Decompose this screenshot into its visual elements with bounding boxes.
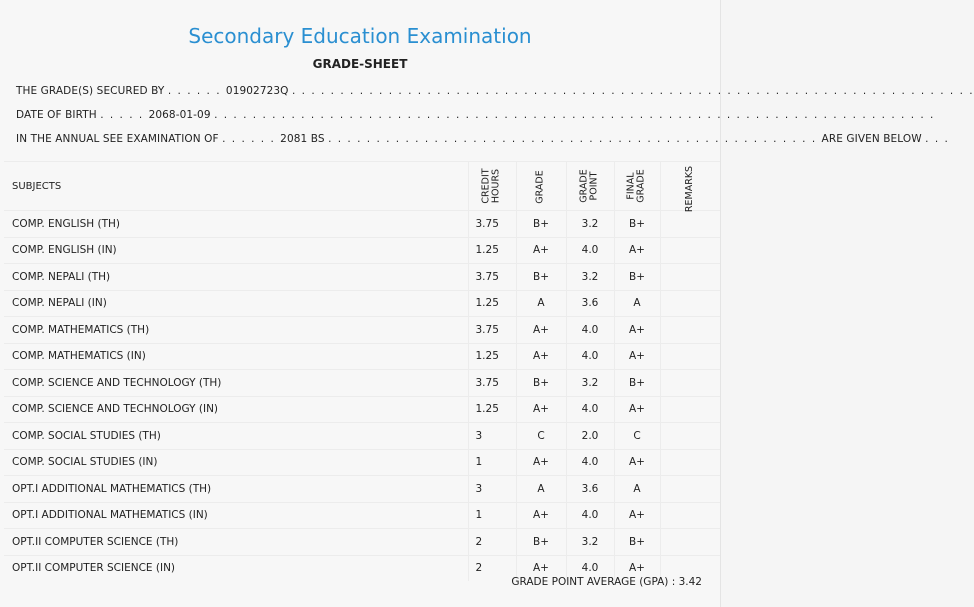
subject-cell: COMP. ENGLISH (TH) [4,211,468,238]
remarks-cell [660,423,720,450]
remarks-cell [660,502,720,529]
header-credit-hours: CREDIT HOURS [468,162,516,211]
final-grade-cell: A+ [614,343,660,370]
final-grade-cell: A+ [614,502,660,529]
table-row [4,476,720,503]
grade-cell: A [516,476,566,503]
final-grade-cell: B+ [614,529,660,556]
grade-point-cell: 3.2 [566,370,614,397]
grade-point-cell: 4.0 [566,317,614,344]
grade-cell: A+ [516,317,566,344]
credit-cell: 1.25 [468,290,516,317]
final-grade-cell: B+ [614,370,660,397]
credit-cell: 2 [468,555,516,581]
exam-label: IN THE ANNUAL SEE EXAMINATION OF [16,133,219,145]
remarks-cell [660,290,720,317]
exam-suffix: ARE GIVEN BELOW [821,133,922,145]
table-row [4,370,720,397]
credit-cell: 3 [468,476,516,503]
grade-cell: A+ [516,449,566,476]
subject-cell: COMP. NEPALI (TH) [4,264,468,291]
dob-line: DATE OF BIRTH . . . . . 2068-01-09 . . . . . . . . . . . . . . . . . . . . . . . . . . . . . . . . . . . . . . . . . . . . . . . . . . . . . . . . . . . . . . . . . . . . . . . . . . . [16,109,935,121]
grade-point-cell: 4.0 [566,502,614,529]
exam-year: 2081 BS [280,133,325,145]
remarks-cell [660,529,720,556]
table-row [4,529,720,556]
header-grade-point: GRADE POINT [566,162,614,211]
grade-cell: B+ [516,370,566,397]
subject-cell: OPT.II COMPUTER SCIENCE (TH) [4,529,468,556]
grade-sheet-heading: GRADE-SHEET [312,57,408,71]
credit-cell: 3.75 [468,264,516,291]
subject-cell: COMP. MATHEMATICS (TH) [4,317,468,344]
date-of-birth: 2068-01-09 [148,109,211,121]
subject-cell: COMP. SOCIAL STUDIES (TH) [4,423,468,450]
grade-point-cell: 4.0 [566,343,614,370]
table-row [4,317,720,344]
gpa-label: GRADE POINT AVERAGE (GPA) : [511,576,676,588]
table-row [4,264,720,291]
grade-point-cell: 4.0 [566,237,614,264]
header-remarks: REMARKS [660,162,720,211]
table-row [4,290,720,317]
subject-cell: OPT.II COMPUTER SCIENCE (IN) [4,555,468,581]
final-grade-cell: A+ [614,449,660,476]
table-row [4,502,720,529]
grade-point-cell: 2.0 [566,423,614,450]
final-grade-cell: B+ [614,264,660,291]
grade-point-cell: 3.2 [566,529,614,556]
grades-table [4,161,720,581]
symbol-number: 01902723Q [225,85,289,97]
gpa-summary [511,576,702,588]
grade-point-cell: 4.0 [566,555,614,581]
grade-cell: C [516,423,566,450]
subject-cell: OPT.I ADDITIONAL MATHEMATICS (TH) [4,476,468,503]
subject-cell: COMP. ENGLISH (IN) [4,237,468,264]
final-grade-cell: A [614,476,660,503]
remarks-cell [660,370,720,397]
grade-point-cell: 3.6 [566,476,614,503]
credit-cell: 1.25 [468,396,516,423]
grade-cell: A+ [516,555,566,581]
header-grade: GRADE [516,162,566,211]
grade-cell: B+ [516,264,566,291]
table-row [4,343,720,370]
remarks-cell [660,264,720,291]
subject-cell: OPT.I ADDITIONAL MATHEMATICS (IN) [4,502,468,529]
credit-cell: 1.25 [468,343,516,370]
subject-cell: COMP. SCIENCE AND TECHNOLOGY (TH) [4,370,468,397]
grade-cell: A+ [516,343,566,370]
remarks-cell [660,343,720,370]
grade-point-cell: 4.0 [566,396,614,423]
table-row [4,211,720,238]
grade-point-cell: 3.2 [566,211,614,238]
grade-cell: A+ [516,396,566,423]
exam-line: IN THE ANNUAL SEE EXAMINATION OF . . . . . . 2081 BS . . . . . . . . . . . . . . . . . . . . . . . . . . . . . . . . . . . . . . . . . . . . . . . . . . . ARE GIVEN BELOW . . . [16,133,950,145]
credit-cell: 1.25 [468,237,516,264]
grade-cell: B+ [516,211,566,238]
grade-point-cell: 3.6 [566,290,614,317]
gpa-value: 3.42 [678,576,702,588]
credit-cell: 1 [468,449,516,476]
final-grade-cell: A+ [614,396,660,423]
subject-cell: COMP. MATHEMATICS (IN) [4,343,468,370]
grade-cell: B+ [516,529,566,556]
grade-point-cell: 3.2 [566,264,614,291]
final-grade-cell: A+ [614,237,660,264]
table-header-row [4,162,720,211]
subject-cell: COMP. SOCIAL STUDIES (IN) [4,449,468,476]
header-subjects: SUBJECTS [4,162,468,211]
grade-cell: A+ [516,502,566,529]
final-grade-cell: B+ [614,211,660,238]
credit-cell: 3 [468,423,516,450]
remarks-cell [660,237,720,264]
remarks-cell [660,476,720,503]
grade-point-cell: 4.0 [566,449,614,476]
grade-cell: A+ [516,237,566,264]
final-grade-cell: A+ [614,317,660,344]
credit-cell: 3.75 [468,317,516,344]
final-grade-cell: A [614,290,660,317]
dob-label: DATE OF BIRTH [16,109,97,121]
secured-by-line: THE GRADE(S) SECURED BY . . . . . . 01902723Q . . . . . . . . . . . . . . . . . . . . . . . . . . . . . . . . . . . . . . . . . . . . . . . . . . . . . . . . . . . . . . . . . . . . . . . [16,85,974,97]
credit-cell: 1 [468,502,516,529]
credit-cell: 3.75 [468,370,516,397]
credit-cell: 2 [468,529,516,556]
table-row [4,396,720,423]
header-final-grade: FINAL GRADE [614,162,660,211]
table-row [4,237,720,264]
subject-cell: COMP. NEPALI (IN) [4,290,468,317]
remarks-cell [660,211,720,238]
final-grade-cell: C [614,423,660,450]
table-row [4,449,720,476]
secured-by-label: THE GRADE(S) SECURED BY [16,85,165,97]
grade-cell: A [516,290,566,317]
table-row [4,423,720,450]
final-grade-cell: A+ [614,555,660,581]
remarks-cell [660,449,720,476]
remarks-cell [660,396,720,423]
remarks-cell [660,317,720,344]
subject-cell: COMP. SCIENCE AND TECHNOLOGY (IN) [4,396,468,423]
exam-title: Secondary Education Examination [188,24,532,48]
credit-cell: 3.75 [468,211,516,238]
